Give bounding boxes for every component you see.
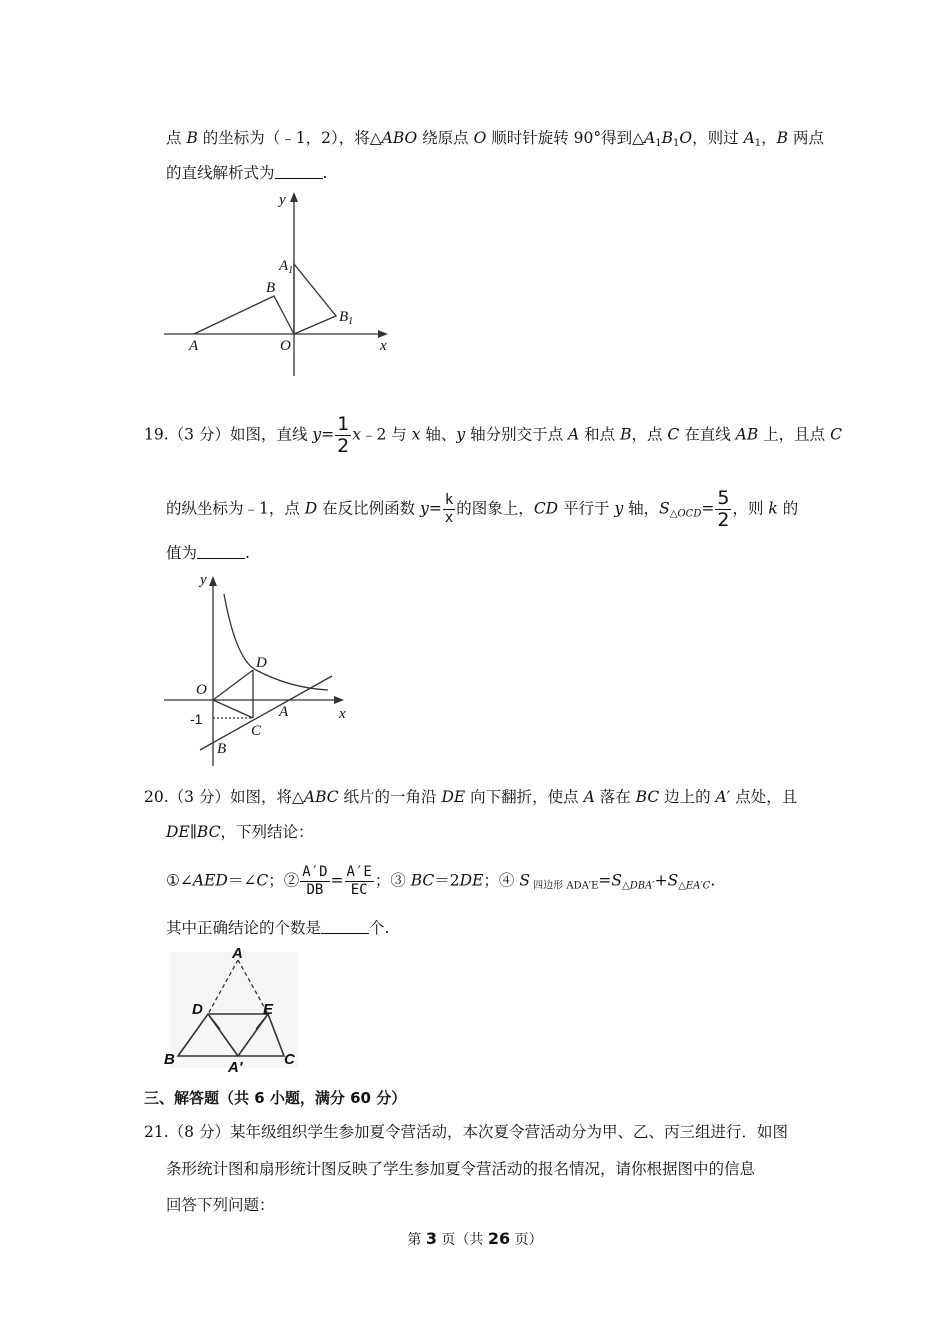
label-Aprime: A′ xyxy=(228,1059,243,1076)
x-axis-arrow xyxy=(378,330,388,338)
answer-blank[interactable] xyxy=(321,919,369,934)
label-O: O xyxy=(196,682,207,698)
y-axis-arrow xyxy=(209,576,217,586)
label-C: C xyxy=(284,1051,295,1068)
triangle-A1B1O xyxy=(294,264,336,334)
label-B1: $B_1$ xyxy=(339,309,354,327)
fraction-k-over-x: $\frac{k}{x}$ xyxy=(444,492,454,526)
q21-line3: 回答下列问题： xyxy=(166,1196,275,1214)
q18-figure xyxy=(160,188,400,383)
segment-OC xyxy=(213,700,253,718)
q20-line4: 其中正确结论的个数是 个. xyxy=(166,919,390,937)
fraction-one-half: $\frac{1}{2}$ xyxy=(337,413,350,457)
label-D: D xyxy=(256,655,267,671)
q19-line1: 19.（3 分）如图，直线 y= $\frac{1}{2}$ x﹣2 与 x 轴、y 轴分别交于点 A 和点 B，点 C 在直线 AB 上，且点 C xyxy=(144,413,842,457)
label-A: A xyxy=(279,704,289,720)
q20-line2: DE∥BC，下列结论： xyxy=(166,823,314,841)
q19-line2: 的纵坐标为﹣1，点 D 在反比例函数 y= $\frac{k}{x}$ 的图象上，CD 平行于 y 轴，$S_{\triangle OCD}=$ $\frac{5}{2}$ ，则 k 的 xyxy=(166,487,799,531)
q18-line1: 点 B 的坐标为（﹣1，2），将△ABO 绕原点 O 顺时针旋转 90°得到$\triangle A_1B_1O$，则过 $A_1$，B 两点 xyxy=(166,129,824,149)
label-B: B xyxy=(217,741,227,757)
q20-figure xyxy=(160,944,310,1074)
fraction-five-halves: $\frac{5}{2}$ xyxy=(717,487,730,531)
label-A1: $A_1$ xyxy=(279,258,294,276)
page-footer: 第 3 页（共 26 页） xyxy=(407,1229,543,1248)
label-B: B xyxy=(164,1051,175,1068)
section-title: 三、解答题（共 6 小题，满分 60 分） xyxy=(144,1089,407,1107)
label-minus-1: -1 xyxy=(190,711,203,727)
triangle-ABO xyxy=(194,296,294,334)
x-axis-arrow xyxy=(334,696,344,704)
q20-line3: ①∠AED＝∠C；② $\frac{A'D}{DB}$ = $\frac{A'E}{EC}$ ；③ BC＝2DE；④ S $_{四边形 ADA'E}=S_{\triangle DBA'}+S_{\triangle EA'C}$. xyxy=(166,864,716,898)
label-y: y xyxy=(279,192,286,208)
fraction-AprimeE-EC: $\frac{A'E}{EC}$ xyxy=(346,864,372,898)
label-y: y xyxy=(200,572,207,588)
y-axis-arrow xyxy=(290,192,298,202)
label-O: O xyxy=(280,338,291,354)
segment-OD xyxy=(213,670,253,700)
label-D: D xyxy=(192,1001,203,1018)
label-A: A xyxy=(189,338,199,354)
label-B: B xyxy=(266,280,276,296)
answer-blank[interactable] xyxy=(197,544,245,559)
fraction-AprimeD-DB: $\frac{A'D}{DB}$ xyxy=(302,864,328,898)
label-x: x xyxy=(380,338,387,354)
answer-blank[interactable] xyxy=(275,164,323,179)
q19-figure xyxy=(160,568,360,773)
q19-line3: 值为 . xyxy=(166,544,250,562)
q20-line1: 20.（3 分）如图，将△ABC 纸片的一角沿 DE 向下翻折，使点 A 落在 BC 边上的 A′ 点处，且 xyxy=(144,788,798,806)
hyperbola xyxy=(224,594,328,690)
page-number: 3 xyxy=(425,1229,437,1248)
label-A: A xyxy=(232,945,243,962)
page-total: 26 xyxy=(487,1229,511,1248)
q18-line2: 的直线解析式为 . xyxy=(166,164,328,182)
q21-line1: 21.（8 分）某年级组织学生参加夏令营活动，本次夏令营活动分为甲、乙、丙三组进行．如图 xyxy=(144,1123,788,1141)
label-x: x xyxy=(339,706,346,722)
label-C: C xyxy=(251,723,262,739)
line-AB xyxy=(200,676,332,750)
label-E: E xyxy=(263,1001,274,1018)
q21-line2: 条形统计图和扇形统计图反映了学生参加夏令营活动的报名情况，请你根据图中的信息 xyxy=(166,1160,756,1178)
